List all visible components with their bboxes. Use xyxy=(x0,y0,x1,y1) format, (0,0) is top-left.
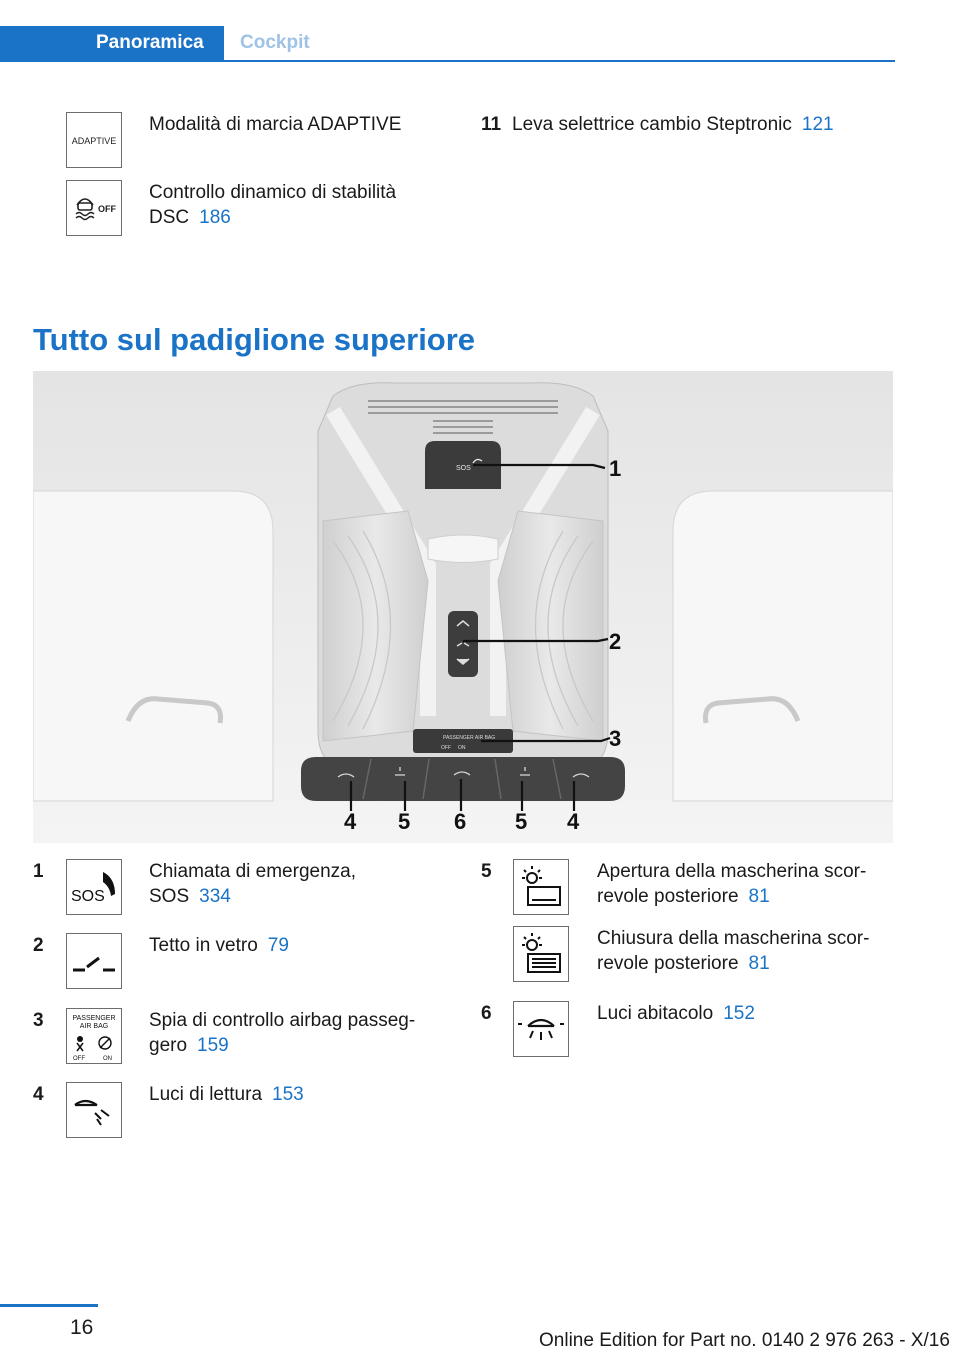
sunblind-close-label: Chiusura della mascherina scor- revole posteriore 81 xyxy=(597,928,870,974)
reading-light-label: Luci di lettura 153 xyxy=(149,1084,304,1105)
callout-3: 3 xyxy=(609,726,622,751)
sos-phone-icon xyxy=(66,859,122,915)
overhead-console-illustration xyxy=(33,371,893,843)
callout-4-right: 4 xyxy=(567,809,580,834)
item-number-2: 2 xyxy=(33,935,44,956)
sos-page-ref[interactable]: 334 xyxy=(199,886,231,907)
adaptive-icon-label: ADAPTIVE xyxy=(71,136,117,146)
dsc-icon-label: OFF xyxy=(98,204,116,214)
reading-light-icon xyxy=(66,1082,122,1138)
header-tab-bar xyxy=(0,26,895,62)
console-airbag-on: ON xyxy=(458,745,466,751)
callout-2: 2 xyxy=(609,629,622,654)
page-number: 16 xyxy=(70,1316,94,1339)
console-airbag-text: PASSENGER AIR BAG xyxy=(443,735,496,741)
svg-text:OFF: OFF xyxy=(73,1056,85,1062)
section-title: Tutto sul padiglione superiore xyxy=(33,322,476,357)
sunblind-open-label: Apertura della mascherina scor- revole posteriore 81 xyxy=(597,861,867,907)
glass-roof-page-ref[interactable]: 79 xyxy=(267,935,289,956)
edition-footer: Online Edition for Part no. 0140 2 976 263 - X/16 xyxy=(539,1330,950,1351)
sunblind-close-page-ref[interactable]: 81 xyxy=(748,953,770,974)
callout-4-left: 4 xyxy=(344,809,357,834)
glass-roof-icon xyxy=(66,933,122,989)
console-sos-text: SOS xyxy=(456,465,471,472)
callout-5-left: 5 xyxy=(398,809,411,834)
item-number-1: 1 xyxy=(33,861,44,882)
tab-panoramica[interactable]: Panoramica xyxy=(0,26,224,60)
dsc-page-ref[interactable]: 186 xyxy=(199,207,231,228)
console-airbag-off: OFF xyxy=(441,745,451,751)
svg-text:ON: ON xyxy=(103,1056,112,1062)
callout-6: 6 xyxy=(454,809,467,834)
adaptive-mode-label: Modalità di marcia ADAPTIVE xyxy=(149,114,402,135)
svg-text:AIR BAG: AIR BAG xyxy=(79,1023,109,1030)
item-number-3: 3 xyxy=(33,1010,44,1031)
rear-sunblind-open-icon xyxy=(513,859,569,915)
sos-icon-text: SOS xyxy=(71,888,105,905)
dsc-off-icon xyxy=(66,180,122,236)
interior-light-label: Luci abitacolo 152 xyxy=(597,1003,755,1024)
sos-label: Chiamata di emergenza, SOS 334 xyxy=(149,861,356,907)
tab-cockpit[interactable]: Cockpit xyxy=(240,32,310,53)
item-number-4: 4 xyxy=(33,1084,44,1105)
interior-light-icon xyxy=(513,1001,569,1057)
footer-accent-line xyxy=(0,1304,98,1307)
svg-text:PASSENGER: PASSENGER xyxy=(72,1015,116,1022)
passenger-airbag-label: Spia di controllo airbag passeg- gero 159 xyxy=(149,1010,416,1056)
steptronic-page-ref[interactable]: 121 xyxy=(801,114,834,135)
steptronic-label: Leva selettrice cambio Steptronic 121 xyxy=(512,114,834,135)
rear-sunblind-close-icon xyxy=(513,926,569,982)
glass-roof-label: Tetto in vetro 79 xyxy=(149,935,289,956)
airbag-page-ref[interactable]: 159 xyxy=(197,1035,229,1056)
item-number-5: 5 xyxy=(481,861,492,882)
item-number-11: 11 xyxy=(481,114,502,135)
sunblind-open-page-ref[interactable]: 81 xyxy=(748,886,770,907)
interior-light-page-ref[interactable]: 152 xyxy=(723,1003,755,1024)
passenger-airbag-icon xyxy=(66,1008,122,1064)
item-number-6: 6 xyxy=(481,1003,492,1024)
reading-light-page-ref[interactable]: 153 xyxy=(272,1084,304,1105)
dsc-label: Controllo dinamico di stabilità DSC 186 xyxy=(149,182,397,228)
callout-5-right: 5 xyxy=(515,809,528,834)
adaptive-mode-icon xyxy=(66,112,122,168)
callout-1: 1 xyxy=(609,456,622,481)
